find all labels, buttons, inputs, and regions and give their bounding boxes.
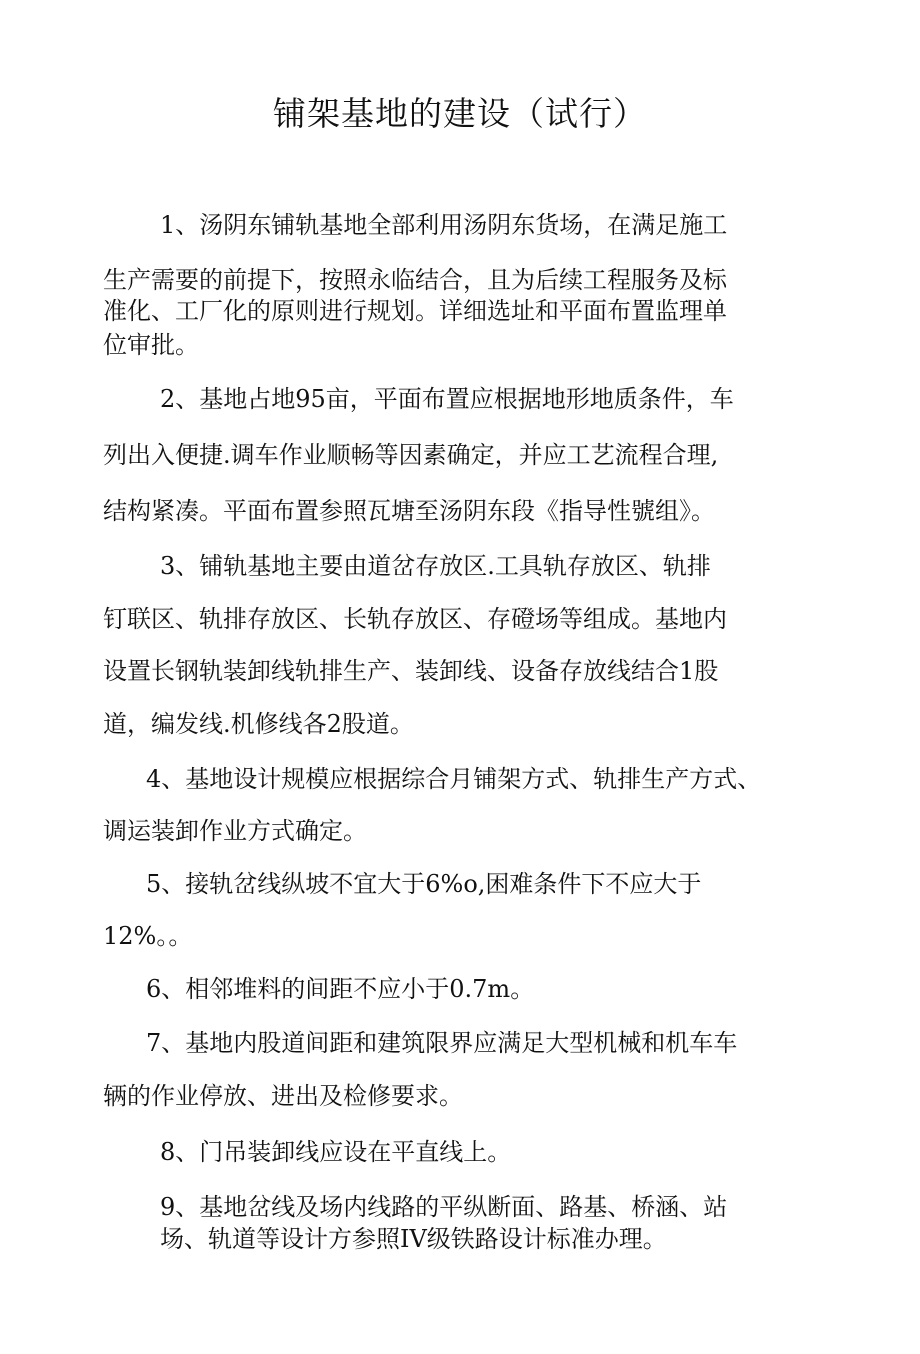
- paragraph-4-line-1: 4、基地设计规模应根据综合月铺架方式、轨排生产方式、: [146, 765, 762, 793]
- paragraph-1-line-4: 位审批。: [103, 331, 199, 359]
- paragraph-3-line-1: 3、铺轨基地主要由道岔存放区.工具轨存放区、轨排: [160, 552, 711, 580]
- paragraph-2-line-1: 2、基地占地95亩，平面布置应根据地形地质条件，车: [160, 385, 734, 413]
- paragraph-3-line-2: 钉联区、轨排存放区、长轨存放区、存磴场等组成。基地内: [103, 605, 727, 633]
- paragraph-1-line-1: 1、汤阴东铺轨基地全部利用汤阴东货场，在满足施工: [160, 211, 728, 239]
- paragraph-7-line-2: 辆的作业停放、进出及检修要求。: [103, 1082, 463, 1110]
- paragraph-3-line-4: 道，编发线.机修线各2股道。: [103, 710, 414, 738]
- paragraph-6-line-1: 6、相邻堆料的间距不应小于0.7m。: [146, 975, 535, 1003]
- paragraph-9-line-2: 场、轨道等设计方参照IV级铁路设计标准办理。: [160, 1225, 667, 1253]
- paragraph-7-line-1: 7、基地内股道间距和建筑限界应满足大型机械和机车车: [146, 1029, 738, 1057]
- paragraph-2-line-3: 结构紧凑。平面布置参照瓦塘至汤阴东段《指导性號组》。: [103, 497, 715, 525]
- paragraph-9-line-1: 9、基地岔线及场内线路的平纵断面、路基、桥涵、站: [160, 1193, 728, 1221]
- paragraph-8-line-1: 8、门吊装卸线应设在平直线上。: [160, 1138, 512, 1166]
- paragraph-2-line-2: 列出入便捷.调车作业顺畅等因素确定，并应工艺流程合理,: [103, 441, 719, 469]
- paragraph-4-line-2: 调运装卸作业方式确定。: [103, 817, 367, 845]
- paragraph-1-line-3: 准化、工厂化的原则进行规划。详细选址和平面布置监理单: [103, 297, 727, 325]
- paragraph-1-line-2: 生产需要的前提下，按照永临结合，且为后续工程服务及标: [103, 266, 727, 294]
- document-title: 铺架基地的建设（试行）: [273, 94, 647, 133]
- paragraph-5-line-1: 5、接轨岔线纵坡不宜大于6%o,困难条件下不应大于: [146, 870, 702, 898]
- paragraph-5-line-2: 12%。。: [103, 922, 193, 950]
- paragraph-3-line-3: 设置长钢轨装卸线轨排生产、装卸线、设备存放线结合1股: [103, 657, 719, 685]
